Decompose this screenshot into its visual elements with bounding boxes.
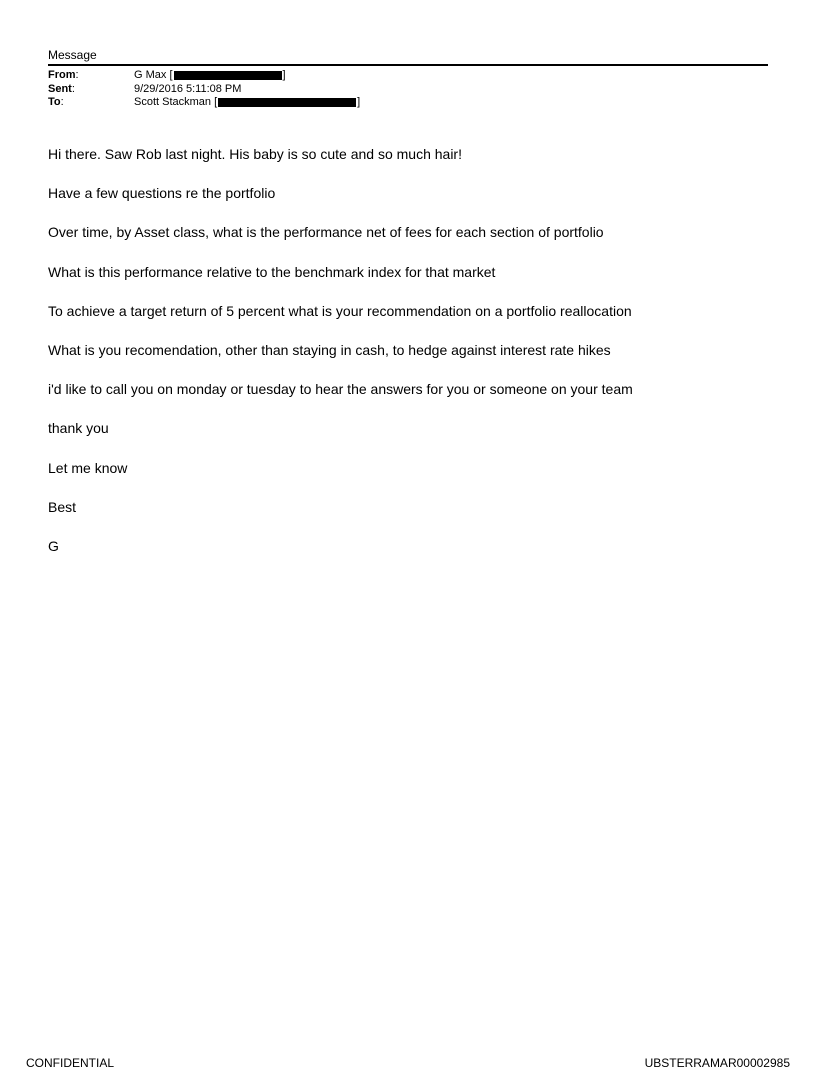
from-row	[48, 69, 360, 83]
body-paragraph: Let me know	[48, 459, 128, 476]
body-paragraph: Hi there. Saw Rob last night. His baby is so cute and so much hair!	[48, 146, 462, 162]
message-header-title: Message	[48, 48, 97, 62]
sent-label: Sent:	[48, 82, 75, 95]
body-paragraph: To achieve a target return of 5 percent what is your recommendation on a portfolio reallocation	[48, 302, 632, 319]
body-paragraph: i'd like to call you on monday or tuesday to hear the answers for you or someone on your team	[48, 381, 633, 398]
body-paragraph: Best	[48, 498, 77, 515]
confidential-label: CONFIDENTIAL	[26, 1056, 115, 1070]
body-paragraph: What is you recomendation, other than staying in cash, to hedge against interest rate hikes	[48, 341, 611, 358]
from-value: G Max [	[134, 69, 173, 81]
from-label: From:	[48, 69, 79, 81]
body-paragraph: What is this performance relative to the benchmark index for that market	[48, 263, 496, 280]
body-paragraph: thank you	[48, 420, 109, 437]
to-value: Scott Stackman [	[134, 96, 218, 108]
redaction-block	[174, 71, 282, 80]
from-close: ]	[282, 69, 286, 81]
sent-row	[48, 83, 360, 97]
redaction-block	[218, 98, 356, 107]
header-divider	[48, 64, 768, 66]
to-close: ]	[357, 96, 361, 108]
bates-number: UBSTERRAMAR00002985	[644, 1056, 790, 1070]
body-paragraph: Over time, by Asset class, what is the performance net of fees for each section of portfolio	[48, 224, 604, 241]
sent-value: 9/29/2016 5:11:08 PM	[134, 82, 242, 95]
to-label: To:	[48, 96, 64, 108]
message-body	[48, 146, 768, 577]
body-paragraph: Have a few questions re the portfolio	[48, 185, 276, 202]
message-fields	[48, 69, 360, 110]
body-paragraph: G	[48, 537, 59, 554]
to-row	[48, 96, 360, 110]
